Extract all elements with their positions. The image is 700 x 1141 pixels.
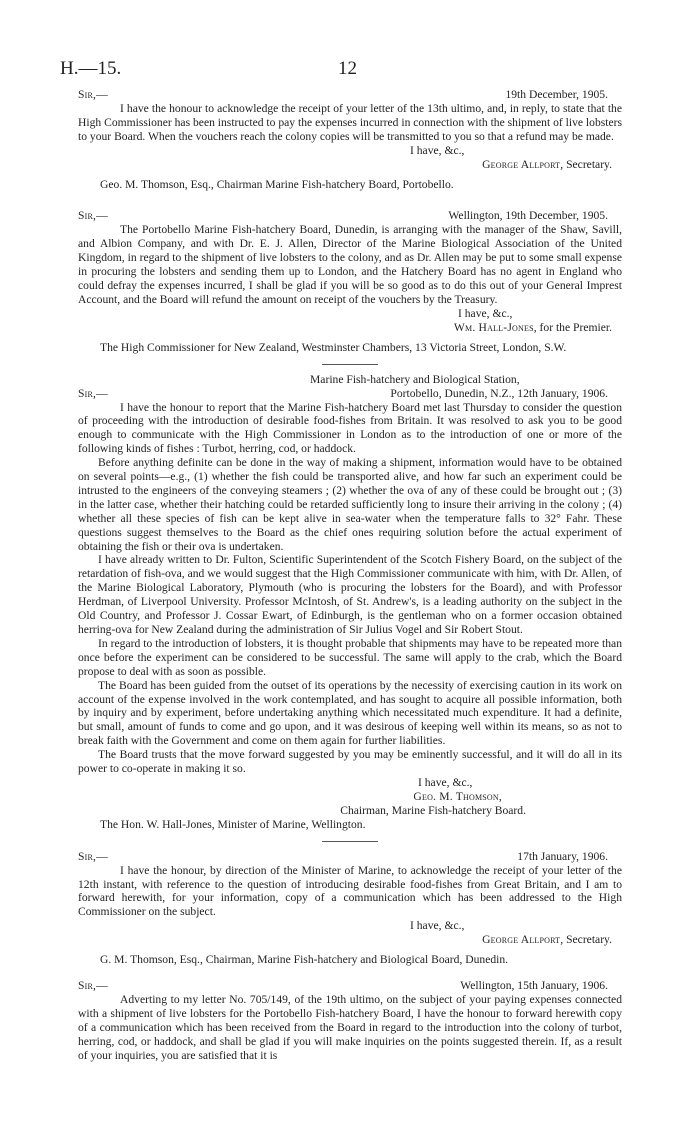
signatory-name [78,790,622,804]
section-divider [322,841,378,842]
letter-paragraph: In regard to the introduction of lobsters, it is thought probable that shipments may have to be repeated more than once before the experiment can be considered to be successful. The same will apply to the crab, which the Board propose to deal with as soon as possible. [78,636,622,678]
closing: I have, &c., [418,775,473,789]
letter-date: Wellington, 19th December, 1905. [448,209,608,223]
salutation: Sir,— [78,978,108,992]
paper-reference: H.—15. [60,58,122,79]
letter-date: 17th January, 1906. [517,849,608,863]
salutation: Sir,— [78,88,108,101]
closing: I have, &c., [410,919,465,933]
letter-date: Portobello, Dunedin, N.Z., 12th January, 1906. [390,386,608,400]
section-divider [322,200,378,201]
letter-paragraph: I have the honour, by direction of the Minister of Marine, to acknowledge the receipt of your letter of the 12th instant, with reference to the question of introducing desirable food-fishes from Great Britain, and I am to forward herewith, for your information, copy of a communication which has been addressed to the High Commissioner on the subject. [78,863,622,919]
signatory-name: George Allport [482,933,561,947]
letter-4 [78,850,622,967]
salutation: Sir,— [78,209,108,223]
signature [78,933,622,947]
letter-paragraph: I have already written to Dr. Fulton, Scientific Superintendent of the Scotch Fishery Board, on the subject of the retardation of fish-ova, and we would suggest that the High Commissioner communicate with him, with Dr. Allen, of the Marine Biological Laboratory, Plymouth (who is procuring the lobsters for the Board), and with Professor Herdman, of Liverpool University. Professor McIntosh, of St. Andrew's, is a leading authority on the subject in the Old Country, and Professor J. Cossar Ewart, of Edinburgh, is the gentleman who on a former occasion obtained herring-ova for New Zealand during the administration of Sir Julius Vogel and Sir Robert Stout. [78,553,622,636]
letter-1 [78,88,622,191]
closing: I have, &c., [458,306,513,320]
letter-5 [78,979,622,1063]
signature [78,158,622,172]
letter-date: 19th December, 1905. [505,88,608,101]
letter-3 [78,373,622,832]
addressee: G. M. Thomson, Esq., Chairman, Marine Fish-hatchery and Biological Board, Dunedin. [100,953,509,967]
signatory-name: George Allport [482,157,561,171]
letter-paragraph: I have the honour to acknowledge the receipt of your letter of the 13th ultimo, and, in reply, to state that the High Commissioner has been instructed to pay the expenses incurred in connection with the shipment of live lobsters to your Board. When the vouchers reach the colony copies will be transmitted to you so that a refund may be made. [78,102,622,143]
closing-row [78,748,622,776]
letter-paragraph: The Board trusts that the move forward suggested by you may be eminently successful, and it will do all in its power to co-operate in making it so. [78,748,622,776]
signatory-title: , Secretary. [560,157,612,171]
salutation: Sir,— [78,386,108,400]
letter-paragraph: I have the honour to report that the Marine Fish-hatchery Board met last Thursday to consider the question of proceeding with the introduction of desirable food-fishes from Britain. It was resolved to ask you to be good enough to communicate with the High Commissioner in London as to the introduction of one or more of the following kinds of fishes : Turbot, herring, cod, or haddock. [78,400,622,456]
sender-address: Marine Fish-hatchery and Biological Station, [310,372,520,386]
letter-paragraph: The Portobello Marine Fish-hatchery Board, Dunedin, is arranging with the manager of the Shaw, Savill, and Albion Company, and with Dr. E. J. Allen, Director of the Marine Biological Association of the United Kingdom, in regard to the shipment of live lobsters to the colony, and as Dr. Allen may be put to some small expense in procuring the lobsters and sending them up to London, and the Hatchery Board has no agent in England who could defray the expenses incurred, I shall be glad if you will be so good as to do this out of your General Imprest Account, and the Board will refund the amount on receipt of the vouchers by the Treasury. [78,223,622,306]
salutation: Sir,— [78,849,108,863]
signatory-title: , Secretary. [560,933,612,947]
page-number: 12 [338,58,357,79]
letter-paragraph: The Board has been guided from the outset of its operations by the necessity of exercising caution in its work on account of the expense involved in the work contemplated, and has sought to acquire all possible information, both by inquiry and by experiment, before undertaking anything which necessitated much expenditure. It had a definite, but small, amount of funds to come and go upon, and it was desirous of keeping well within its means, so as not to break faith with the Government and come on them again for further liabilities. [78,678,622,748]
letter-paragraph: Before anything definite can be done in the way of making a shipment, information would have to be obtained on several points—e.g., (1) whether the fish could be transported alive, and how far such an experiment could be intrusted to the engineers of the conveying steamers ; (2) whether the ova of any of these could be brought out ; (3) in the latter case, whether their hatching could be retarded sufficiently long to insure their arriving in the colony ; (4) whether all these species of fish can be kept alive in sea-water when the temperature falls to 32° Fahr. These questions suggest themselves to the Board as the chief ones requiring solution before the actual experiment of obtaining the fish or their ova is undertaken. [78,456,622,553]
closing: I have, &c., [410,143,465,157]
letter-date: Wellington, 15th January, 1906. [460,978,608,992]
addressee: The High Commissioner for New Zealand, Westminster Chambers, 13 Victoria Street, London, S.W. [100,340,567,354]
addressee: Geo. M. Thomson, Esq., Chairman Marine Fish-hatchery Board, Portobello. [100,177,454,191]
signatory-name-text: Geo. M. Thomson, [413,789,502,803]
signature [78,321,622,335]
signatory-title: , for the Premier. [533,320,612,334]
addressee: The Hon. W. Hall-Jones, Minister of Marine, Wellington. [100,817,366,831]
signatory-title: Chairman, Marine Fish-hatchery Board. [340,803,526,817]
page-header [60,52,622,79]
letter-paragraph: Adverting to my letter No. 705/149, of the 19th ultimo, on the subject of your paying expenses connected with a shipment of live lobsters for the Portobello Fish-hatchery Board, I have the honour to forward herewith copy of a communication which has been received from the Board in regard to the introduction into the colony of turbot, herring, cod, or haddock, and shall be glad if you will make inquiries on the points suggested therein. If, as a result of your inquiries, you are satisfied that it is [78,992,622,1062]
letter-2 [78,209,622,354]
signatory-name: Wm. Hall-Jones [453,320,534,334]
section-divider [322,364,378,365]
